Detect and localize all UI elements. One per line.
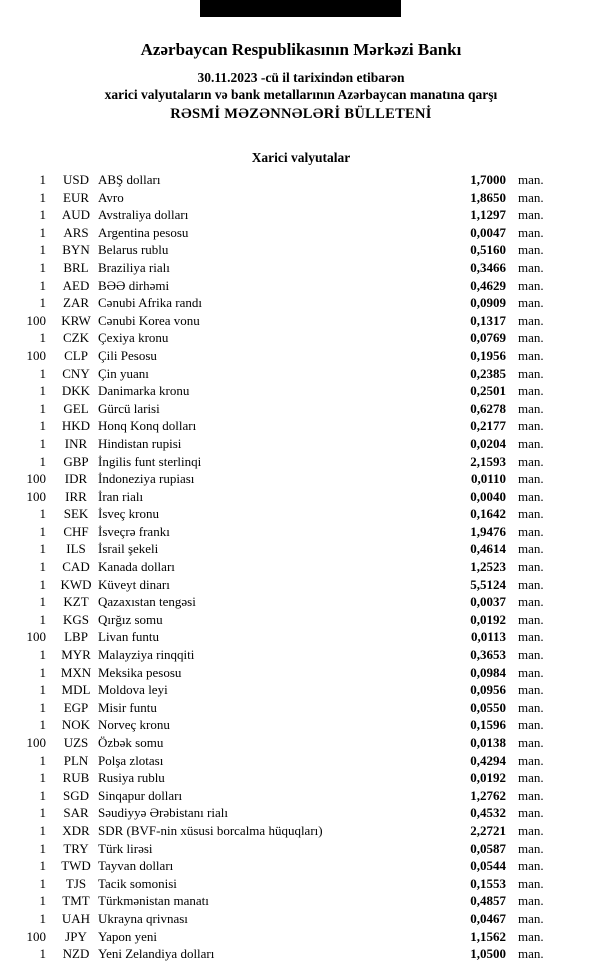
rate-quantity: 1 (39, 752, 46, 768)
rate-value: 0,0047 (470, 224, 506, 240)
currency-code: GEL (63, 400, 89, 416)
rate-row (0, 277, 550, 295)
currency-name: Kanada dolları (98, 559, 175, 575)
currency-name: Danimarka kronu (98, 383, 190, 399)
rate-row (0, 365, 550, 383)
currency-code: INR (64, 435, 88, 451)
rate-quantity: 1 (39, 893, 46, 909)
rate-value: 0,0113 (470, 629, 506, 645)
rate-quantity: 1 (39, 946, 46, 962)
currency-name: Sinqapur dolları (98, 787, 183, 803)
rate-quantity: 100 (26, 928, 46, 944)
rate-quantity: 1 (39, 840, 46, 856)
currency-code: EGP (63, 699, 89, 715)
currency-code: SGD (62, 787, 89, 803)
currency-name: Səudiyyə Ərəbistanı rialı (98, 805, 228, 821)
currency-code: PLN (63, 752, 89, 768)
currency-code: AED (62, 277, 90, 293)
rate-row (0, 382, 550, 400)
rate-unit: man. (518, 752, 544, 768)
rate-value: 0,2501 (470, 383, 506, 399)
rate-quantity: 1 (39, 770, 46, 786)
currency-code: SAR (63, 805, 89, 821)
rate-unit: man. (518, 787, 544, 803)
rate-unit: man. (518, 295, 544, 311)
currency-name: İsrail şekeli (98, 541, 159, 557)
currency-name: BƏƏ dirhəmi (98, 277, 170, 293)
currency-code: GBP (63, 453, 89, 469)
rate-unit: man. (518, 541, 544, 557)
currency-code: SEK (63, 506, 89, 522)
rate-row (0, 417, 550, 435)
currency-code: UAH (61, 910, 91, 926)
currency-name: Qazaxıstan tengəsi (98, 594, 196, 610)
currency-name: Türk lirəsi (98, 840, 153, 856)
rate-value: 0,0040 (470, 488, 506, 504)
rate-unit: man. (518, 471, 544, 487)
currency-code: DKK (61, 383, 91, 399)
bulletin-title: RƏSMİ MƏZƏNNƏLƏRİ BÜLLETENİ (170, 106, 432, 122)
rate-value: 0,2385 (470, 365, 506, 381)
currency-name: Çexiya kronu (98, 330, 169, 346)
currency-name: Hindistan rupisi (98, 435, 182, 451)
currency-name: Livan funtu (98, 629, 160, 645)
rate-unit: man. (518, 664, 544, 680)
rate-value: 1,1562 (470, 928, 506, 944)
rate-value: 0,0550 (470, 699, 506, 715)
rate-value: 5,5124 (470, 576, 506, 592)
rate-quantity: 1 (39, 858, 46, 874)
rate-quantity: 1 (39, 541, 46, 557)
currency-name: Qırğız somu (98, 611, 163, 627)
rate-quantity: 1 (39, 664, 46, 680)
currency-code: LBP (64, 629, 88, 645)
currency-code: NZD (62, 946, 90, 962)
rate-value: 0,4629 (470, 277, 506, 293)
currency-name: Özbək somu (98, 735, 164, 750)
rate-value: 0,0956 (470, 682, 506, 698)
rate-value: 0,0544 (470, 858, 506, 874)
currency-code: JPY (65, 928, 87, 944)
rate-value: 1,1297 (470, 207, 506, 223)
rate-quantity: 100 (26, 735, 46, 750)
rate-value: 0,1956 (470, 347, 506, 363)
currency-name: Çin yuanı (98, 365, 149, 381)
currency-code: TWD (61, 858, 91, 874)
rate-unit: man. (518, 400, 544, 416)
rate-row (0, 611, 550, 629)
rate-quantity: 1 (39, 576, 46, 592)
currency-name: Rusiya rublu (98, 770, 165, 786)
currency-name: Yeni Zelandiya dolları (98, 946, 215, 962)
rate-value: 0,0037 (470, 594, 506, 610)
rate-row (0, 558, 550, 576)
rate-unit: man. (518, 875, 544, 891)
rate-quantity: 1 (39, 611, 46, 627)
rate-quantity: 1 (39, 224, 46, 240)
rate-row (0, 928, 550, 946)
currency-code: BRL (63, 259, 89, 275)
rate-value: 0,0587 (470, 840, 506, 856)
rate-row (0, 224, 550, 242)
rate-unit: man. (518, 611, 544, 627)
currency-code: CLP (64, 347, 88, 363)
rate-unit: man. (518, 172, 544, 187)
rate-quantity: 1 (39, 242, 46, 258)
currency-code: BYN (62, 242, 90, 258)
rate-row (0, 752, 550, 770)
rate-quantity: 1 (39, 295, 46, 311)
rate-unit: man. (518, 312, 544, 328)
currency-code: KGS (62, 611, 89, 627)
rate-unit: man. (518, 559, 544, 575)
rate-value: 0,4857 (470, 893, 506, 909)
rate-value: 1,2523 (470, 559, 506, 575)
rate-quantity: 1 (39, 682, 46, 698)
rate-row (0, 664, 550, 682)
currency-name: Cənubi Afrika randı (98, 295, 202, 311)
rate-value: 0,3466 (470, 259, 506, 275)
rate-quantity: 1 (39, 207, 46, 223)
rate-row (0, 312, 550, 330)
currency-code: KRW (61, 312, 91, 328)
bank-name-title: Azərbaycan Respublikasının Mərkəzi Bankı (140, 40, 462, 59)
rate-row (0, 716, 550, 734)
rate-row (0, 435, 550, 453)
rate-unit: man. (518, 805, 544, 821)
currency-code: TJS (65, 875, 87, 891)
rate-row (0, 593, 550, 611)
currency-code: ILS (66, 541, 86, 557)
rate-unit: man. (518, 435, 544, 451)
rate-quantity: 1 (39, 400, 46, 416)
rate-value: 2,2721 (470, 822, 506, 838)
currency-name: Gürcü larisi (98, 400, 160, 416)
rate-quantity: 1 (39, 453, 46, 469)
rate-row (0, 400, 550, 418)
rate-value: 0,0192 (470, 611, 506, 627)
rate-row (0, 347, 550, 365)
scope-line: xarici valyutaların və bank metallarının Azərbaycan manatına qarşı (104, 87, 498, 102)
rate-unit: man. (518, 910, 544, 926)
rate-row (0, 787, 550, 805)
rate-value: 0,2177 (470, 418, 506, 434)
rate-quantity: 1 (39, 365, 46, 381)
rate-unit: man. (518, 259, 544, 275)
currency-name: İran rialı (98, 488, 144, 504)
rate-row (0, 206, 550, 224)
rate-unit: man. (518, 647, 544, 663)
rate-row (0, 822, 550, 840)
currency-name: Çili Pesosu (98, 347, 157, 363)
rate-row (0, 892, 550, 910)
currency-name: Misir funtu (98, 699, 157, 715)
rate-unit: man. (518, 946, 544, 962)
currency-code: MXN (60, 664, 92, 680)
rate-quantity: 1 (39, 559, 46, 575)
rate-value: 0,4614 (470, 541, 506, 557)
currency-code: MDL (61, 682, 91, 698)
rate-value: 1,8650 (470, 189, 506, 205)
currency-name: Malayziya rinqqiti (98, 647, 195, 663)
rate-row (0, 523, 550, 541)
rate-quantity: 1 (39, 383, 46, 399)
rate-value: 0,1596 (470, 717, 506, 733)
rate-unit: man. (518, 629, 544, 645)
currency-name: Küveyt dinarı (98, 576, 170, 592)
rate-row (0, 699, 550, 717)
currency-code: ZAR (63, 295, 89, 311)
rate-quantity: 1 (39, 435, 46, 451)
currency-code: KZT (63, 594, 89, 610)
rate-row (0, 646, 550, 664)
rate-unit: man. (518, 840, 544, 856)
rate-unit: man. (518, 506, 544, 522)
rate-unit: man. (518, 488, 544, 504)
rate-quantity: 1 (39, 330, 46, 346)
bulletin-header (0, 0, 602, 124)
rate-unit: man. (518, 242, 544, 258)
rate-value: 0,4532 (470, 805, 506, 821)
rate-unit: man. (518, 224, 544, 240)
currency-name: Tayvan dolları (98, 858, 174, 874)
rate-value: 0,1642 (470, 506, 506, 522)
currency-name: Ukrayna qrivnası (98, 910, 188, 926)
rate-row (0, 259, 550, 277)
currency-code: HKD (61, 418, 91, 434)
rate-unit: man. (518, 822, 544, 838)
currency-name: İsveçrə frankı (98, 523, 170, 539)
currency-code: TMT (62, 893, 90, 909)
rate-unit: man. (518, 330, 544, 346)
rate-unit: man. (518, 347, 544, 363)
rate-quantity: 1 (39, 259, 46, 275)
rate-unit: man. (518, 576, 544, 592)
rate-unit: man. (518, 858, 544, 874)
currency-code: CNY (62, 365, 90, 381)
rate-quantity: 100 (26, 488, 46, 504)
currency-code: USD (62, 172, 89, 187)
currency-name: İsveç kronu (98, 506, 160, 522)
rate-row (0, 241, 550, 259)
rate-value: 1,7000 (470, 172, 506, 187)
rate-value: 1,0500 (470, 946, 506, 962)
rate-value: 0,0110 (470, 471, 506, 487)
currency-code: AUD (61, 207, 91, 223)
rate-unit: man. (518, 717, 544, 733)
rate-unit: man. (518, 699, 544, 715)
rate-row (0, 294, 550, 312)
currency-name: Honq Konq dolları (98, 418, 197, 434)
rate-quantity: 100 (26, 312, 46, 328)
rate-unit: man. (518, 189, 544, 205)
rate-row (0, 910, 550, 928)
currency-name: Belarus rublu (98, 242, 169, 258)
rate-quantity: 1 (39, 172, 46, 187)
rate-quantity: 1 (39, 647, 46, 663)
currency-name: Avro (98, 189, 124, 205)
rate-row (0, 488, 550, 506)
rate-quantity: 1 (39, 699, 46, 715)
currency-name: İndoneziya rupiası (98, 471, 195, 487)
rate-row (0, 189, 550, 207)
rate-value: 0,4294 (470, 752, 506, 768)
currency-name: SDR (BVF-nin xüsusi borcalma hüquqları) (98, 822, 323, 838)
rate-value: 0,0192 (470, 770, 506, 786)
currency-code: CAD (62, 559, 90, 575)
currency-code: NOK (61, 717, 91, 733)
rate-row (0, 171, 550, 189)
rate-unit: man. (518, 735, 544, 750)
rate-quantity: 1 (39, 277, 46, 293)
currency-name: ABŞ dolları (98, 172, 161, 187)
effective-date-line: 30.11.2023 -cü il tarixindən etibarən (197, 70, 405, 85)
currency-name: Avstraliya dolları (98, 207, 189, 223)
rate-row (0, 734, 550, 752)
currency-name: Polşa zlotası (98, 752, 164, 768)
rate-row (0, 540, 550, 558)
rate-unit: man. (518, 770, 544, 786)
currency-code: IDR (64, 471, 88, 487)
rate-row (0, 681, 550, 699)
rate-row (0, 329, 550, 347)
rate-value: 0,1553 (470, 875, 506, 891)
rate-value: 1,2762 (470, 787, 506, 803)
rate-row (0, 804, 550, 822)
rate-row (0, 453, 550, 471)
rate-value: 0,5160 (470, 242, 506, 258)
rate-quantity: 100 (26, 347, 46, 363)
rate-row (0, 505, 550, 523)
rate-quantity: 1 (39, 875, 46, 891)
currency-code: XDR (62, 822, 90, 838)
rate-quantity: 1 (39, 523, 46, 539)
rate-unit: man. (518, 383, 544, 399)
rate-row (0, 628, 550, 646)
currency-name: Moldova leyi (98, 682, 168, 698)
rate-value: 2,1593 (470, 453, 506, 469)
currency-code: CHF (63, 523, 89, 539)
rate-unit: man. (518, 893, 544, 909)
rate-quantity: 1 (39, 910, 46, 926)
currency-name: Tacik somonisi (98, 875, 177, 891)
rate-value: 1,9476 (470, 523, 506, 539)
rate-quantity: 1 (39, 717, 46, 733)
rate-quantity: 1 (39, 787, 46, 803)
currency-name: Yapon yeni (98, 928, 157, 944)
rate-value: 0,0769 (470, 330, 506, 346)
rate-row (0, 470, 550, 488)
currency-code: RUB (62, 770, 90, 786)
currency-name: İngilis funt sterlinqi (98, 453, 202, 469)
rate-unit: man. (518, 682, 544, 698)
rate-quantity: 100 (26, 629, 46, 645)
rate-quantity: 1 (39, 418, 46, 434)
rate-row (0, 857, 550, 875)
rate-value: 0,0984 (470, 664, 506, 680)
rate-unit: man. (518, 418, 544, 434)
rate-quantity: 1 (39, 189, 46, 205)
rate-value: 0,1317 (470, 312, 506, 328)
rate-row (0, 875, 550, 893)
rate-value: 0,0138 (470, 735, 506, 750)
rate-value: 0,0909 (470, 295, 506, 311)
rate-unit: man. (518, 277, 544, 293)
rate-row (0, 769, 550, 787)
rate-value: 0,0467 (470, 910, 506, 926)
currency-name: Norveç kronu (98, 717, 170, 733)
rate-row (0, 576, 550, 594)
rate-quantity: 1 (39, 506, 46, 522)
rate-unit: man. (518, 928, 544, 944)
currency-code: UZS (63, 735, 89, 750)
rate-unit: man. (518, 207, 544, 223)
rate-value: 0,6278 (470, 400, 506, 416)
rate-unit: man. (518, 594, 544, 610)
currency-name: Argentina pesosu (98, 224, 189, 240)
currency-name: Meksika pesosu (98, 664, 182, 680)
currency-name: Braziliya rialı (98, 259, 170, 275)
currency-code: ARS (63, 224, 89, 240)
rate-row (0, 840, 550, 858)
currency-code: CZK (63, 330, 89, 346)
rate-unit: man. (518, 365, 544, 381)
top-black-bar (200, 0, 401, 17)
rate-unit: man. (518, 523, 544, 539)
rate-value: 0,3653 (470, 647, 506, 663)
currency-code: IRR (65, 488, 87, 504)
section-title-foreign-currencies: Xarici valyutalar (251, 150, 351, 165)
rate-quantity: 100 (26, 471, 46, 487)
rate-quantity: 1 (39, 822, 46, 838)
currency-code: KWD (60, 576, 92, 592)
rate-quantity: 1 (39, 594, 46, 610)
rate-row (0, 945, 550, 963)
currency-name: Türkmənistan manatı (98, 893, 209, 909)
currency-code: TRY (63, 840, 89, 856)
rate-unit: man. (518, 453, 544, 469)
currency-code: EUR (63, 189, 89, 205)
rate-quantity: 1 (39, 805, 46, 821)
currency-code: MYR (61, 647, 91, 663)
rates-table (0, 171, 602, 963)
rate-value: 0,0204 (470, 435, 506, 451)
currency-name: Cənubi Korea vonu (98, 312, 200, 328)
